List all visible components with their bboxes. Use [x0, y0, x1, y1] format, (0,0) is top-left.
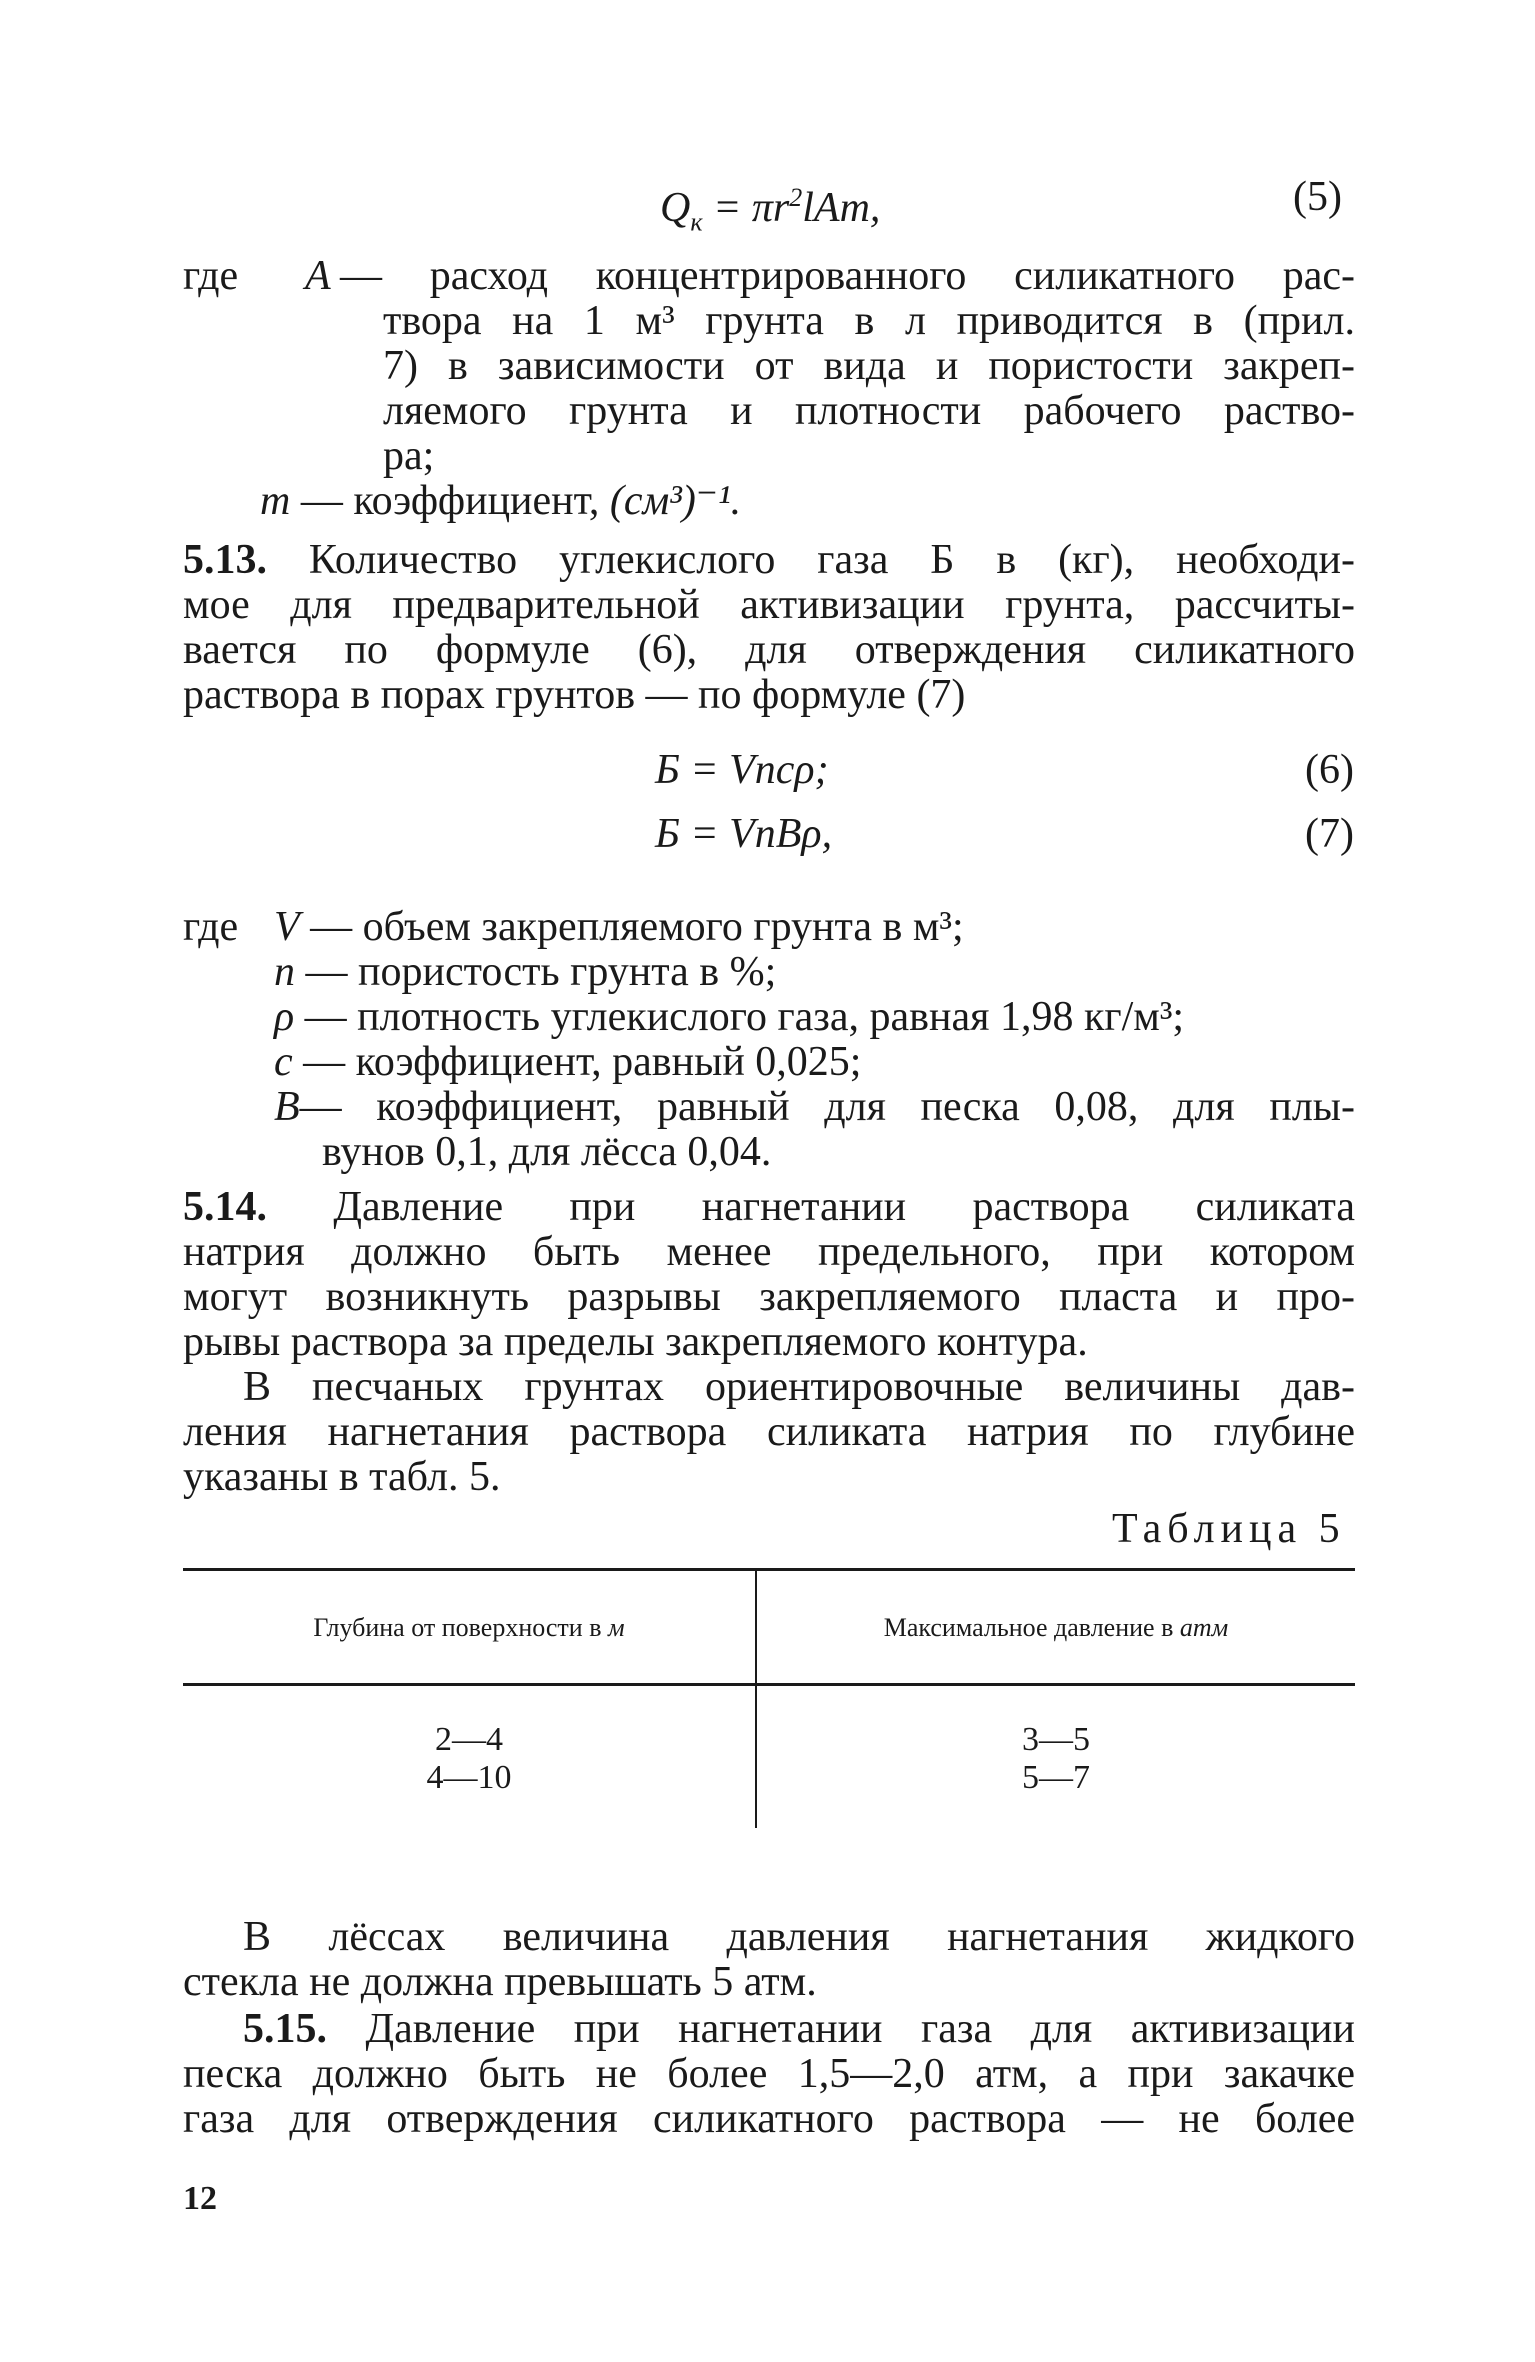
- paragraph-5-15: [183, 2007, 1355, 2142]
- table-cell-depth: 2—4: [435, 1721, 503, 1758]
- table-header-depth: Глубина от поверхности в м: [313, 1613, 625, 1642]
- def-m-symbol: m: [260, 478, 291, 524]
- def-m-unit: (см³)⁻¹.: [609, 478, 742, 524]
- def-b-cont: вунов 0,1, для лёсса 0,04.: [322, 1129, 772, 1175]
- formula-5-rhs-a: = πr: [702, 185, 790, 231]
- paragraph-line: 5.15. Давление при нагнетании газа для активизации: [243, 2006, 1355, 2052]
- where-label-67: где: [183, 904, 239, 950]
- formula-5-number: (5): [1293, 174, 1342, 220]
- table-header-pressure: Максимальное давление в атм: [883, 1613, 1229, 1642]
- def-a-line: — расход концентрированного силикатного рас-: [340, 253, 1355, 299]
- where-label-5: где: [183, 253, 239, 299]
- table-cell-depth: 4—10: [426, 1759, 512, 1796]
- paragraph-line: В лёссах величина давления нагнетания жидкого: [243, 1914, 1355, 1960]
- formula-5-q: Q: [660, 185, 691, 231]
- paragraph-line: стекла не должна превышать 5 атм.: [183, 1959, 817, 2005]
- formula-5: [660, 175, 880, 244]
- def-c: [274, 1040, 861, 1085]
- def-b: [274, 1085, 1355, 1130]
- def-a-text: [340, 254, 1355, 299]
- formula-7: Б = VnBρ,: [655, 811, 833, 857]
- paragraph-5-13: [183, 538, 1355, 718]
- def-text: — объем закрепляемого грунта в м³;: [299, 904, 964, 950]
- def-a-line: 7) в зависимости от вида и пористости закреп-: [383, 343, 1355, 389]
- table-cell-pressure: 3—5: [1022, 1721, 1090, 1758]
- def-text: — пористость грунта в %;: [295, 949, 777, 995]
- def-text: — плотность углекислого газа, равная 1,98 кг/м³;: [294, 994, 1185, 1040]
- paragraph-line: ления нагнетания раствора силиката натрия по глубине: [183, 1409, 1355, 1455]
- paragraph-line: В песчаных грунтах ориентировочные величины дав-: [243, 1364, 1355, 1410]
- def-symbol: V: [274, 904, 300, 950]
- paragraph-line: 5.13. Количество углекислого газа Б в (кг), необходи-: [183, 537, 1355, 583]
- paragraph-line: указаны в табл. 5.: [183, 1454, 501, 1500]
- paragraph-5-14: [183, 1185, 1355, 1365]
- paragraph-line: раствора в порах грунтов — по формуле (7): [183, 672, 966, 718]
- def-v: [274, 905, 964, 950]
- def-symbol: B: [274, 1084, 300, 1130]
- def-a-line: ляемого грунта и плотности рабочего раство-: [383, 388, 1355, 434]
- def-a-line: ра;: [383, 433, 435, 479]
- paragraph-line: песка должно быть не более 1,5—2,0 атм, а при закачке: [183, 2051, 1355, 2097]
- formula-7-number: (7): [1305, 811, 1354, 857]
- formula-6: Б = Vncρ;: [655, 747, 829, 793]
- def-m-text: — коэффициент,: [290, 478, 610, 524]
- section-number: 5.13.: [183, 537, 267, 583]
- def-a-symbol: A: [305, 253, 331, 299]
- paragraph-line: мое для предварительной активизации грунта, рассчиты-: [183, 582, 1355, 628]
- section-number: 5.15.: [243, 2006, 327, 2052]
- formula-5-rhs-b: lAm,: [802, 185, 881, 231]
- def-n: [274, 950, 776, 995]
- def-m: [260, 479, 741, 524]
- section-number: 5.14.: [183, 1184, 267, 1230]
- formula-5-rhs-sup: 2: [789, 183, 803, 212]
- def-symbol: n: [274, 949, 295, 995]
- table-row: [183, 1721, 1355, 1761]
- def-symbol: ρ: [274, 994, 295, 1040]
- table-header-rule: [183, 1683, 1355, 1686]
- def-a-line: твора на 1 м³ грунта в л приводится в (прил.: [383, 298, 1355, 344]
- table-cell-pressure: 5—7: [1022, 1759, 1090, 1796]
- table-caption: Таблица 5: [1112, 1506, 1346, 1552]
- def-b-line: B— коэффициент, равный для песка 0,08, для плы-: [274, 1084, 1355, 1130]
- table-row: [183, 1759, 1355, 1799]
- paragraph-line: рывы раствора за пределы закрепляемого контура.: [183, 1319, 1088, 1365]
- def-a-text-cont: [383, 299, 1355, 479]
- paragraph-5-14b: [183, 1365, 1355, 1500]
- paragraph-line: вается по формуле (6), для отверждения силикатного: [183, 627, 1355, 673]
- paragraph-loess: [183, 1915, 1355, 2005]
- formula-6-number: (6): [1305, 747, 1354, 793]
- paragraph-line: 5.14. Давление при нагнетании раствора силиката: [183, 1184, 1355, 1230]
- paragraph-line: газа для отверждения силикатного раствора — не более: [183, 2096, 1355, 2142]
- paragraph-line: натрия должно быть менее предельного, при котором: [183, 1229, 1355, 1275]
- def-symbol: c: [274, 1039, 293, 1085]
- page-number: 12: [183, 2180, 217, 2217]
- formula-5-q-sub: к: [690, 207, 703, 237]
- def-text: — коэффициент, равный 0,025;: [292, 1039, 862, 1085]
- def-rho: [274, 995, 1184, 1040]
- table-top-rule: [183, 1568, 1355, 1571]
- paragraph-line: могут возникнуть разрывы закрепляемого пласта и про-: [183, 1274, 1355, 1320]
